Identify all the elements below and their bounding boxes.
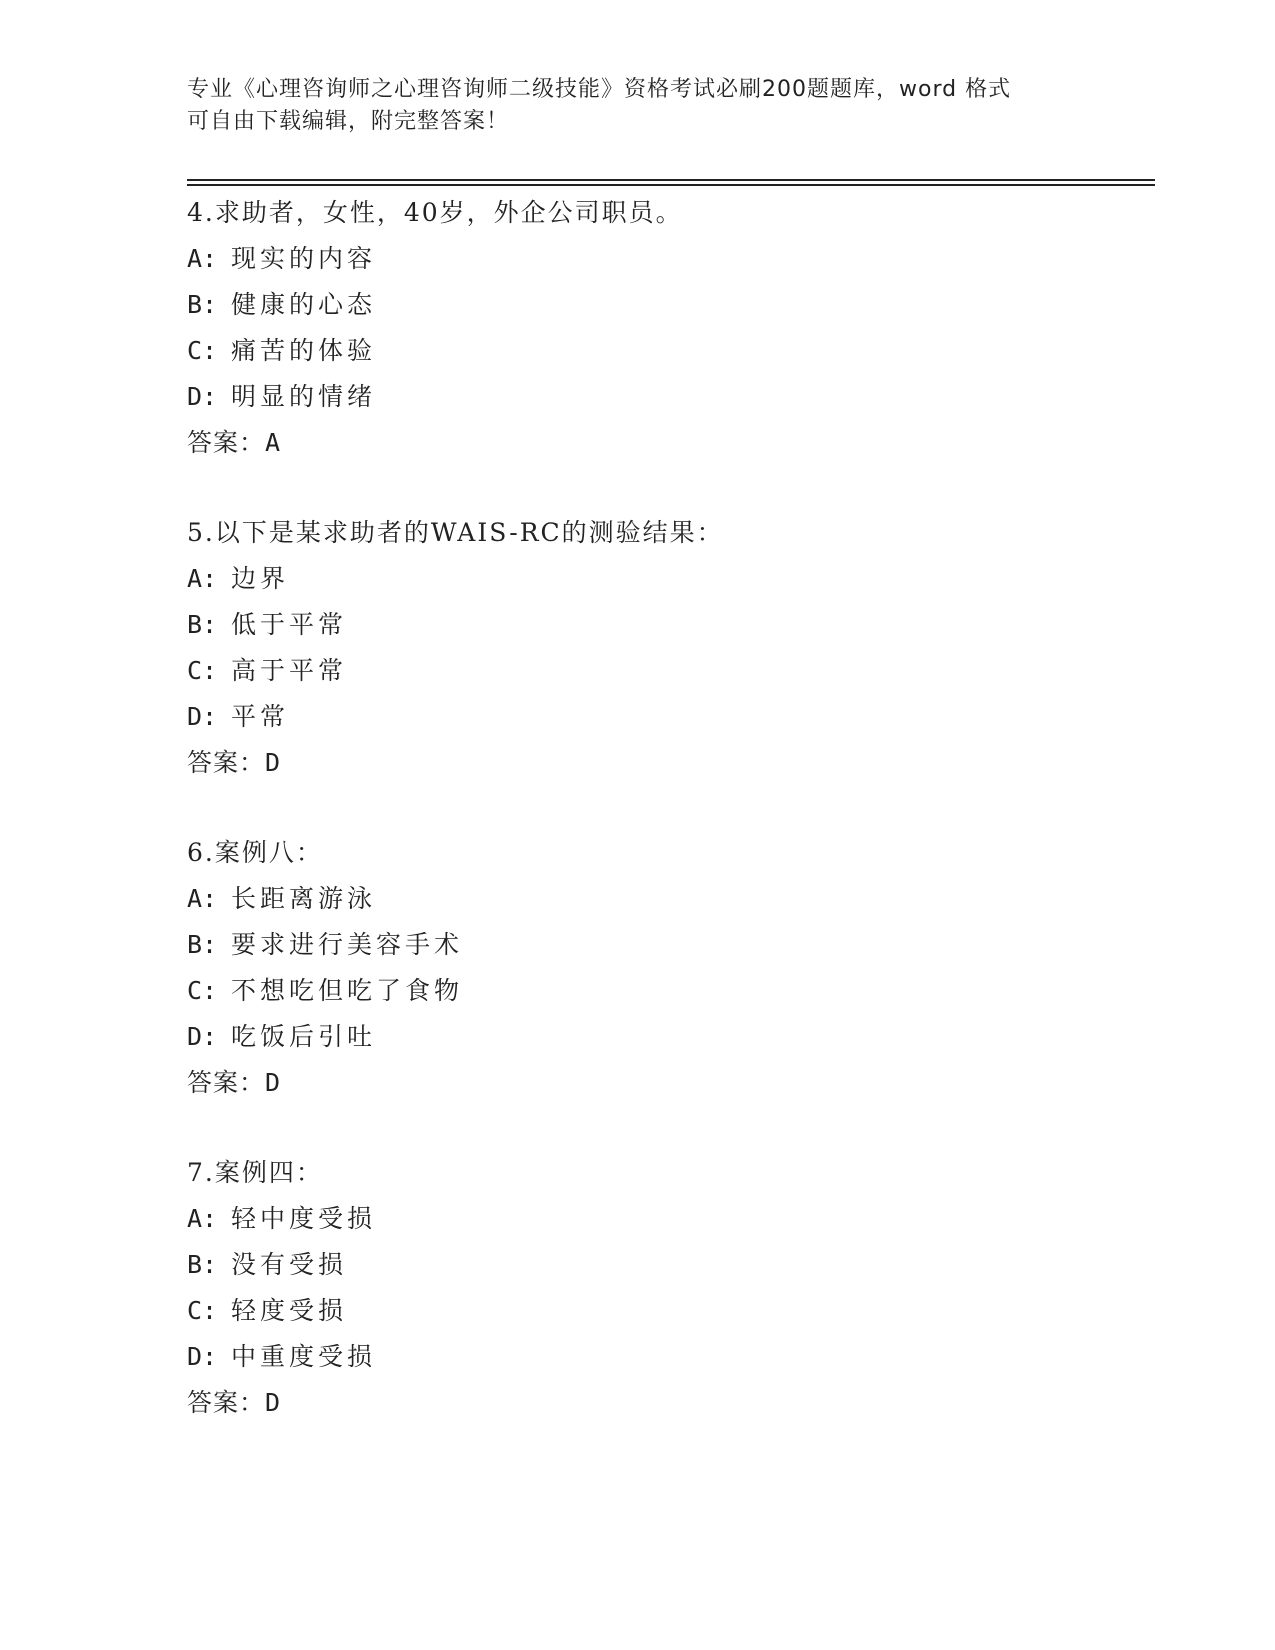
option-letter: A: xyxy=(187,244,218,273)
question-list xyxy=(187,190,1155,1470)
option-letter: B: xyxy=(187,1250,218,1279)
answer-label: 答案： xyxy=(187,1068,266,1097)
option-letter: C: xyxy=(187,1296,218,1325)
header-line-2: 可自由下载编辑，附完整答案！ xyxy=(187,109,510,134)
question-block xyxy=(187,190,1155,466)
option-a xyxy=(187,556,1155,602)
option-d xyxy=(187,1014,1155,1060)
header-divider-bottom xyxy=(187,184,1155,186)
option-c xyxy=(187,968,1155,1014)
question-stem: 7.案例四： xyxy=(187,1158,323,1187)
answer-label: 答案： xyxy=(187,748,266,777)
answer-line xyxy=(187,1380,1155,1426)
option-letter: C: xyxy=(187,976,218,1005)
option-letter: A: xyxy=(187,884,218,913)
answer-line xyxy=(187,740,1155,786)
question-stem: 4.求助者，女性，40岁，外企公司职员。 xyxy=(187,198,683,227)
option-c xyxy=(187,328,1155,374)
option-letter: B: xyxy=(187,930,218,959)
option-d xyxy=(187,1334,1155,1380)
option-text: 没有受损 xyxy=(231,1250,348,1279)
header-divider-top xyxy=(187,179,1155,181)
option-letter: D: xyxy=(187,1022,218,1051)
option-letter: C: xyxy=(187,656,218,685)
option-text: 轻中度受损 xyxy=(231,1204,377,1233)
answer-value: D xyxy=(265,1388,282,1417)
answer-value: D xyxy=(265,1068,282,1097)
option-b xyxy=(187,602,1155,648)
header-line-1: 专业《心理咨询师之心理咨询师二级技能》资格考试必刷200题题库，word 格式 xyxy=(187,77,1012,102)
option-a xyxy=(187,236,1155,282)
option-text: 边界 xyxy=(231,564,290,593)
option-a xyxy=(187,1196,1155,1242)
option-b xyxy=(187,922,1155,968)
answer-value: D xyxy=(265,748,282,777)
option-letter: D: xyxy=(187,382,218,411)
answer-value: A xyxy=(265,428,282,457)
option-c xyxy=(187,648,1155,694)
option-b xyxy=(187,1242,1155,1288)
option-a xyxy=(187,876,1155,922)
option-c xyxy=(187,1288,1155,1334)
question-block xyxy=(187,830,1155,1106)
option-text: 痛苦的体验 xyxy=(231,336,377,365)
option-text: 要求进行美容手术 xyxy=(231,930,464,959)
option-text: 不想吃但吃了食物 xyxy=(231,976,464,1005)
answer-label: 答案： xyxy=(187,1388,266,1417)
question-block xyxy=(187,1150,1155,1426)
option-text: 健康的心态 xyxy=(231,290,377,319)
option-text: 现实的内容 xyxy=(231,244,377,273)
option-text: 轻度受损 xyxy=(231,1296,348,1325)
question-stem: 5.以下是某求助者的WAIS-RC的测验结果： xyxy=(187,518,724,547)
option-text: 吃饭后引吐 xyxy=(231,1022,377,1051)
answer-line xyxy=(187,420,1155,466)
document-header xyxy=(187,74,1087,138)
answer-line xyxy=(187,1060,1155,1106)
option-text: 平常 xyxy=(231,702,290,731)
option-text: 明显的情绪 xyxy=(231,382,377,411)
option-letter: A: xyxy=(187,1204,218,1233)
option-text: 低于平常 xyxy=(231,610,348,639)
option-letter: B: xyxy=(187,610,218,639)
option-text: 高于平常 xyxy=(231,656,348,685)
option-d xyxy=(187,694,1155,740)
option-letter: D: xyxy=(187,1342,218,1371)
option-text: 长距离游泳 xyxy=(231,884,377,913)
question-block xyxy=(187,510,1155,786)
option-letter: A: xyxy=(187,564,218,593)
option-d xyxy=(187,374,1155,420)
question-stem: 6.案例八： xyxy=(187,838,323,867)
option-letter: D: xyxy=(187,702,218,731)
option-text: 中重度受损 xyxy=(231,1342,377,1371)
option-letter: B: xyxy=(187,290,218,319)
option-b xyxy=(187,282,1155,328)
option-letter: C: xyxy=(187,336,218,365)
answer-label: 答案： xyxy=(187,428,266,457)
